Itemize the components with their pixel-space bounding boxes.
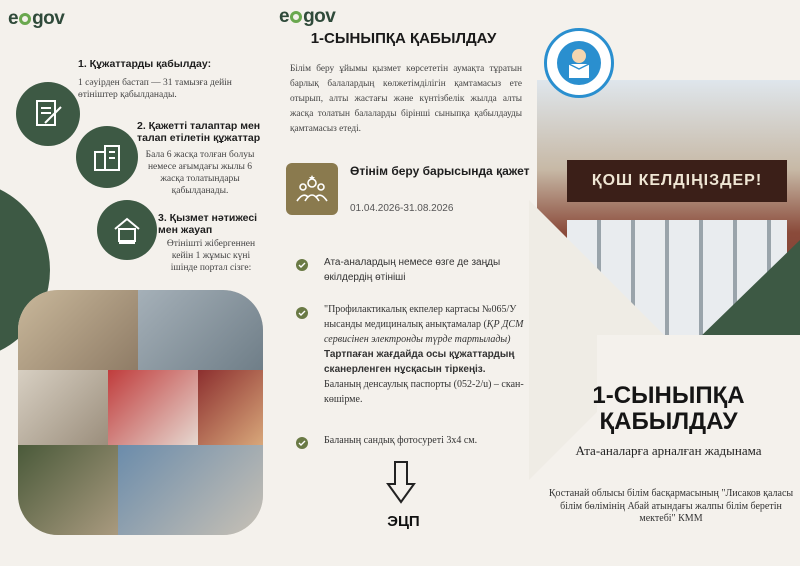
period-date: 01.04.2026-31.08.2026: [350, 203, 454, 214]
check-icon: [296, 259, 308, 271]
step-1-title: 1. Құжаттарды қабылдау:: [78, 58, 212, 70]
requirement-photo: Баланың сандық фотосуреті 3х4 см.: [324, 435, 478, 446]
step-1-text: 1 сәуірден бастап — 31 тамызға дейін өтініштер қабылданады.: [78, 78, 232, 100]
check-icon: [296, 307, 308, 319]
school-organization: Қостанай облысы білім басқармасының "Лисаков қаласы білім бөлімінің Абай атындағы жалпы білім беретін мектебі" КММ: [548, 488, 794, 524]
medical-text: "Профилактикалық екпелер картасы №065/У нысанды медициналық анықтамалар (: [324, 304, 517, 330]
welcome-sign: ҚОШ КЕЛДІҢІЗДЕР!: [567, 160, 787, 202]
health-passport-text: Баланың денсаулық паспорты (052-2/u) – скан-көшірме.: [324, 379, 524, 405]
step-2-text: Бала 6 жасқа толған болуы немесе ағымдағы жылы 6 жасқа толатындары қабылданады.: [145, 150, 255, 196]
arrow-down-icon: [386, 460, 416, 509]
period-title: Өтінім беру барысында қажет: [350, 164, 530, 178]
cover-title: 1-СЫНЫПҚА ҚАБЫЛДАУ: [592, 382, 745, 435]
step-2-title: 2. Қажетті талаптар мен талап етілетін құжаттар: [137, 120, 261, 144]
check-icon: [296, 437, 308, 449]
school-emblem-logo: [544, 28, 614, 98]
step-3-text: Өтінішті жібергеннен кейін 1 жұмыс күні ішінде портал сізге:: [166, 239, 256, 273]
cover-subtitle: Ата-аналарға арналған жадынама: [575, 443, 762, 458]
students-photo-collage: [18, 290, 263, 535]
section-title: 1-СЫНЫПҚА ҚАБЫЛДАУ: [310, 30, 497, 47]
panel-left: [0, 0, 270, 566]
requirement-application: Ата-аналардың немесе өзге де заңды өкілдердің өтініші: [324, 257, 501, 283]
egov-logo: e gov: [8, 8, 65, 29]
egov-logo: e gov: [279, 6, 336, 27]
step-3-title: 3. Қызмет нәтижесі мен жауап: [158, 212, 258, 236]
panel-middle: [270, 0, 537, 566]
digital-signature-label: ЭЦП: [387, 513, 420, 530]
people-group-icon: [286, 163, 338, 215]
medical-note: ҚР ДСМ сервисінен электронды түрде тартылады): [324, 319, 524, 345]
requirement-medical: [324, 302, 529, 407]
building-icon: [76, 126, 138, 188]
medical-scan-note: Тартпаған жағдайда осы құжаттардың сканерленген нұсқасын тіркеңіз.: [324, 349, 515, 375]
intro-paragraph: Білім беру ұйымы қызмет көрсететін аумақта тұратын барлық балалардың көлжетімділігін қамтамасыз ете отырып, алты жастағы және күнтізбелік жылда алты жасқа толатын балаларды бірінші сыныпқа қабылдауды қамтамасыз етеді.: [290, 64, 522, 134]
decorative-triangle-dark: [697, 240, 800, 340]
house-plan-icon: [97, 200, 157, 260]
document-sign-icon: [16, 82, 80, 146]
